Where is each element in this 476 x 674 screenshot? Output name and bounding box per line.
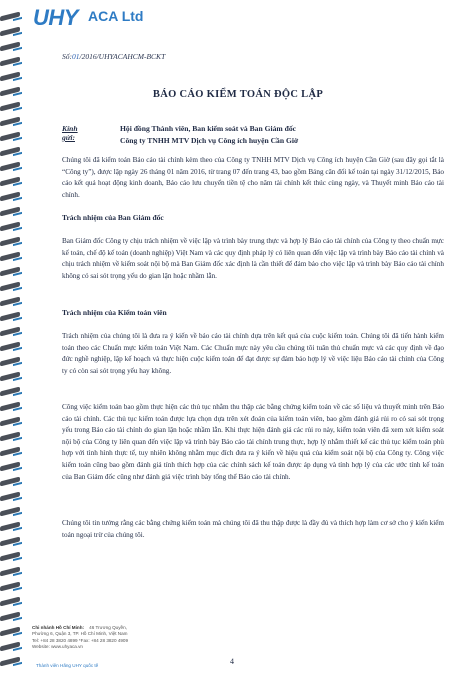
binder-ring — [0, 29, 24, 38]
addressee-line-1: Hội đồng Thành viên, Ban kiểm soát và Ban Giám đốc — [120, 124, 297, 133]
binder-ring — [0, 359, 24, 368]
logo-uhy: UHY — [33, 5, 78, 30]
reference-suffix: /2016/UHYACAHCM-BCKT — [79, 52, 166, 61]
footer-member-note: Thành viên Hãng UHY quốc tế — [36, 663, 99, 668]
binder-ring — [0, 449, 24, 458]
binder-ring — [0, 179, 24, 188]
binder-ring — [0, 164, 24, 173]
footer-website: Website: www.uhyaca.vn — [32, 643, 83, 649]
addressee-line-2: Công ty TNHH MTV Dịch vụ Công ích huyện Cần Giờ — [120, 136, 299, 145]
reference-prefix: Số: — [62, 52, 72, 61]
reference-handwritten-number: 01 — [72, 52, 80, 61]
binder-ring — [0, 464, 24, 473]
binder-ring — [0, 404, 24, 413]
binder-ring — [0, 194, 24, 203]
binder-ring — [0, 149, 24, 158]
logo-company-name: ACA Ltd — [88, 8, 144, 24]
section-heading-management: Trách nhiệm của Ban Giám đốc — [62, 213, 164, 222]
binder-ring — [0, 614, 24, 623]
section-heading-auditor: Trách nhiệm của Kiểm toán viên — [62, 308, 167, 317]
binder-ring — [0, 44, 24, 53]
binder-ring — [0, 74, 24, 83]
binder-ring — [0, 269, 24, 278]
binder-ring — [0, 284, 24, 293]
auditor-paragraph-1: Trách nhiệm của chúng tôi là đưa ra ý kiến về báo cáo tài chính dựa trên kết quả của cuộc kiểm toán. Chúng tôi đã tiến hành kiểm toán theo các Chuẩn mực kiểm toán Việt Nam. Các Chuẩn mực này yêu cầu chúng tôi tuân thủ chuẩn mực và các quy định về đạo đức nghề nghiệp, lập kế hoạch và thực hiện cuộc kiểm toán để đạt được sự đảm bảo hợp lý về việc liệu Báo cáo tài chính của Công ty có còn sai sót trọng yếu hay không. — [62, 332, 444, 375]
footer-tel-fax: Tel: +84 28 3820 4899 *Fax: +84 28 3820 4909 — [32, 637, 129, 643]
page-number: 4 — [230, 657, 234, 666]
binder-ring — [0, 644, 24, 653]
binder-ring — [0, 419, 24, 428]
binder-ring — [0, 524, 24, 533]
auditor-paragraph-2: Công việc kiểm toán bao gồm thực hiện các thủ tục nhằm thu thập các bằng chứng kiểm toán về các số liệu và thuyết minh trên Báo cáo tài chính. Các thủ tục kiểm toán được lựa chọn dựa trên xét đoán của kiểm toán viên, bao gồm đánh giá rủi ro có sai sót trọng yếu trong Báo cáo tài chính do gian lận hoặc nhầm lẫn. Khi thực hiện đánh giá các rủi ro này, kiểm toán viên đã xem xét kiểm soát nội bộ của Công ty liên quan đến việc lập và trình bày Báo cáo tài chính trung thực, hợp lý nhằm thiết kế các thủ tục kiểm toán phù hợp với tình hình thực tế, tuy nhiên không nhằm mục đích đưa ra ý kiến về hiệu quả của kiểm soát nội bộ của Công ty. Công việc kiểm toán cũng bao gồm đánh giá tính thích hợp của các chính sách kế toán được áp dụng và tính hợp lý của các ước tính kế toán của Ban Giám đốc cũng như đánh giá việc trình bày tổng thể Báo cáo tài chính. — [62, 403, 444, 481]
auditor-paragraph-3: Chúng tôi tin tưởng rằng các bằng chứng kiểm toán mà chúng tôi đã thu thập được là đầy đủ và thích hợp làm cơ sở cho ý kiến kiểm toán ngoại trừ của chúng tôi. — [62, 519, 444, 539]
footer-contact — [32, 625, 128, 650]
binder-ring — [0, 629, 24, 638]
binder-ring — [0, 14, 24, 23]
binder-ring — [0, 434, 24, 443]
binder-ring — [0, 554, 24, 563]
binder-ring — [0, 659, 24, 668]
binder-ring — [0, 494, 24, 503]
footer-branch-label: Chi nhánh Hồ Chí Minh: — [32, 625, 85, 630]
binder-ring — [0, 104, 24, 113]
binder-ring — [0, 509, 24, 518]
binder-ring — [0, 374, 24, 383]
footer-branch-address-2: Phường 6, Quận 3, TP. Hồ Chí Minh, Việt Nam — [32, 631, 128, 637]
company-logo — [33, 5, 144, 31]
addressee-label: Kính gửi: — [62, 124, 78, 142]
binder-rings — [0, 0, 26, 674]
binder-ring — [0, 389, 24, 398]
binder-ring — [0, 224, 24, 233]
binder-ring — [0, 209, 24, 218]
binder-ring — [0, 59, 24, 68]
binder-ring — [0, 239, 24, 248]
reference-number — [62, 52, 165, 61]
report-title: BÁO CÁO KIỂM TOÁN ĐỘC LẬP — [152, 89, 324, 100]
binder-ring — [0, 569, 24, 578]
management-paragraph: Ban Giám đốc Công ty chịu trách nhiệm về việc lập và trình bày trung thực và hợp lý Báo cáo tài chính của Công ty theo chuẩn mực kế toán, chế độ kế toán (doanh nghiệp) Việt Nam và các quy định pháp lý có liên quan đến việc lập và trình bày Báo cáo tài chính và chịu trách nhiệm về kiểm soát nội bộ mà Ban Giám đốc xác định là cần thiết để đảm bảo cho việc lập và trình bày Báo cáo tài chính không có sai sót trọng yếu do gian lận hoặc nhầm lẫn. — [62, 237, 444, 280]
binder-ring — [0, 584, 24, 593]
binder-ring — [0, 599, 24, 608]
binder-ring — [0, 314, 24, 323]
binder-ring — [0, 119, 24, 128]
binder-ring — [0, 479, 24, 488]
binder-ring — [0, 539, 24, 548]
binder-ring — [0, 299, 24, 308]
footer-branch-address-1: 46 Trương Quyền, — [89, 625, 127, 630]
binder-ring — [0, 344, 24, 353]
binder-ring — [0, 329, 24, 338]
binder-ring — [0, 254, 24, 263]
intro-paragraph: Chúng tôi đã kiểm toán Báo cáo tài chính kèm theo của Công ty TNHH MTV Dịch vụ Công ích huyện Cần Giờ (sau đây gọi tắt là “Công ty”), được lập ngày 26 tháng 01 năm 2016, từ trang 07 đến trang 43, bao gồm Bảng cân đối kế toán tại ngày 31/12/2015, Báo cáo kết quả hoạt động kinh doanh, Báo cáo lưu chuyển tiền tệ cho năm tài chính kết thúc cùng ngày, và Thuyết minh Báo cáo tài chính. — [62, 156, 444, 199]
binder-ring — [0, 134, 24, 143]
